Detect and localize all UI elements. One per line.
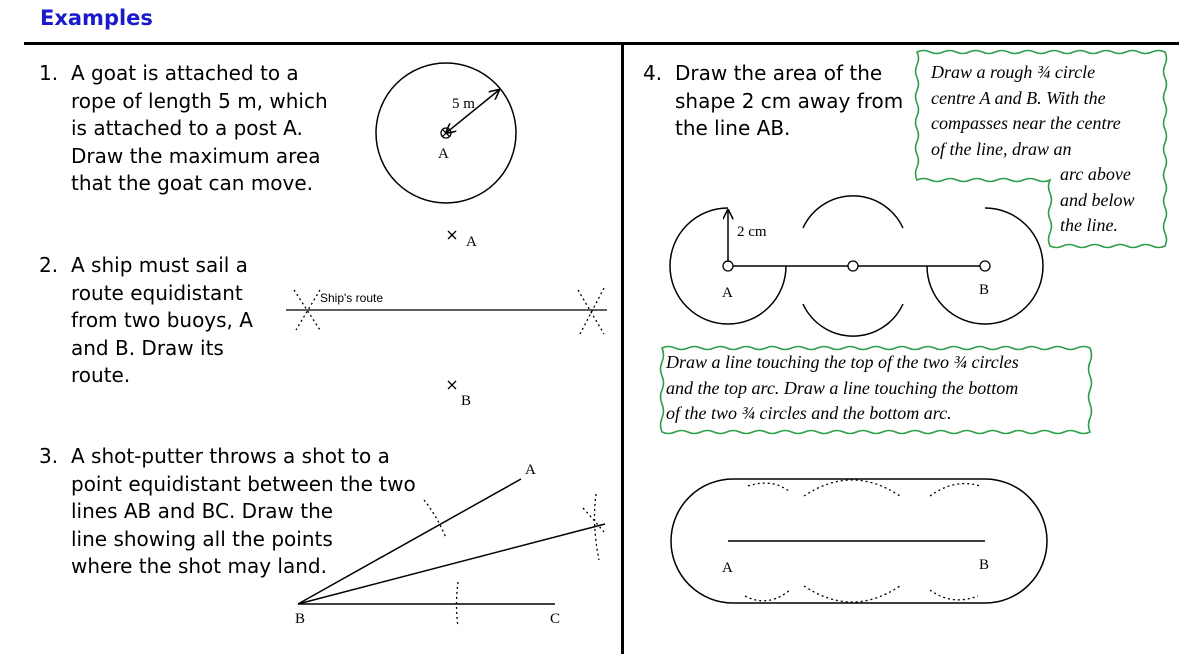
note-1-continued [1060, 162, 1135, 239]
construction-arcs-right [578, 288, 604, 334]
locus-result-diagram [671, 479, 1047, 603]
note-line: of the two ¾ circles and the bottom arc. [666, 403, 952, 423]
question-line: lines AB and BC. Draw the [71, 499, 334, 523]
note-line: and the top arc. Draw a line touching the bottom [666, 377, 1019, 398]
note-line: Draw a line touching the top of the two ¾ circles [666, 352, 1019, 372]
question-line: Draw the area of the [675, 61, 883, 85]
label-b: B [979, 282, 990, 298]
goat-circle-diagram [376, 63, 516, 203]
question-line: that the goat can move. [71, 171, 314, 195]
question-line: route equidistant [71, 280, 243, 305]
note-line: centre A and B. With the [931, 87, 1106, 108]
buoy-label-a: A [466, 234, 477, 250]
note-line: arc above [1060, 164, 1131, 184]
buoy-b-marker [448, 381, 456, 389]
label-a: A [722, 285, 733, 301]
ship-route-diagram [286, 231, 607, 409]
question-line: A ship must sail a [71, 253, 248, 277]
question-line: and B. Draw its [71, 335, 224, 360]
buoy-a-marker [448, 231, 456, 239]
note-line: Draw a rough ¾ circle [931, 62, 1096, 82]
question-number: 3. [39, 444, 59, 468]
label-a: A [525, 462, 536, 478]
locus-construction-diagram [670, 196, 1043, 336]
label-a: A [722, 560, 733, 576]
route-label: Ship's route [320, 291, 383, 305]
label-c: C [550, 611, 561, 627]
question-line: Draw the maximum area [71, 143, 321, 168]
bisector-line [298, 524, 605, 604]
note-line: the line. [1060, 215, 1118, 235]
bottom-arc [803, 304, 903, 336]
top-arc [803, 196, 903, 228]
note-line: and below [1060, 189, 1135, 210]
question-line: point equidistant between the two [71, 471, 416, 496]
question-line: from two buoys, A [71, 308, 253, 332]
post-label-a: A [438, 146, 449, 162]
question-line: rope of length 5 m, which [71, 88, 328, 113]
note-1 [931, 60, 1121, 162]
page-title: Examples [40, 6, 153, 30]
question-line: A goat is attached to a [71, 61, 299, 85]
question-number: 2. [39, 253, 59, 277]
label-b: B [295, 611, 306, 627]
buoy-label-b: B [461, 393, 472, 409]
note-2 [666, 350, 1019, 427]
note-line: of the line, draw an [931, 138, 1072, 159]
question-line: is attached to a post A. [71, 116, 303, 140]
question-line: route. [71, 363, 131, 387]
line-ba [298, 479, 521, 604]
question-line: where the shot may land. [71, 554, 327, 578]
angle-bisector-diagram [295, 462, 605, 627]
radius-label: 5 m [452, 96, 475, 112]
question-line: shape 2 cm away from [675, 88, 904, 113]
note-line: compasses near the centre [931, 113, 1121, 133]
question-line: the line AB. [675, 116, 791, 140]
question-line: A shot-putter throws a shot to a [71, 444, 390, 468]
question-number: 4. [643, 61, 663, 85]
label-b: B [979, 557, 990, 573]
question-number: 1. [39, 61, 59, 85]
distance-label: 2 cm [737, 224, 767, 240]
question-line: line showing all the points [71, 526, 333, 551]
